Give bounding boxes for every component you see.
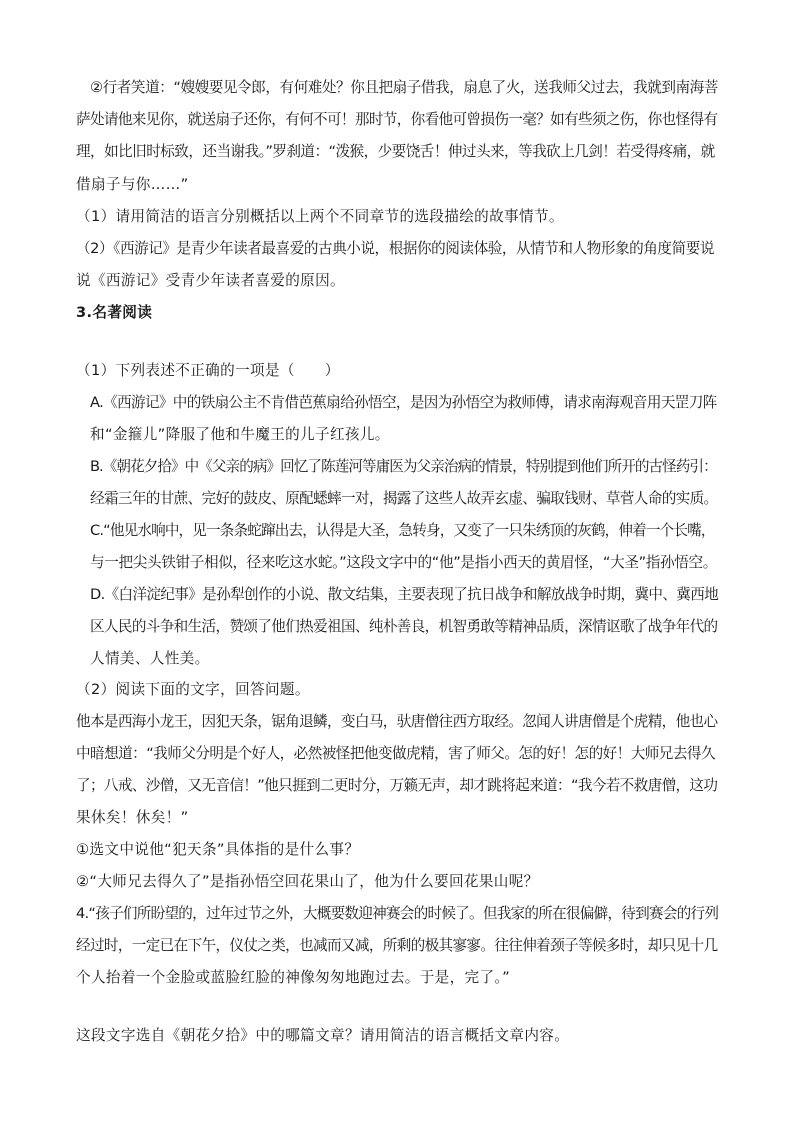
question-3-1: （1）下列表述不正确的一项是（ ） <box>76 362 340 379</box>
option-a-line-2: 和“金箍儿”降服了他和牛魔王的儿子红孩儿。 <box>90 426 390 443</box>
passage-2-line-4: 借扇子与你……” <box>76 176 189 193</box>
option-b-line-2: 经霜三年的甘蔗、完好的鼓皮、原配蟋蟀一对，揭露了这些人故弄玄虚、骗取钱财、草菅人命的实质。 <box>90 490 718 507</box>
option-d-line-2: 区人民的斗争和生活，赞颂了他们热爱祖国、纯朴善良，机智勇敢等精神品质，深情讴歌了战争年代的 <box>90 618 718 635</box>
question-2-2-line-2: 说《西游记》受青少年读者喜爱的原因。 <box>76 272 345 289</box>
passage-3-line-4: 果休矣！休矣！” <box>76 809 189 826</box>
question-4-prompt: 这段文字选自《朝花夕拾》中的哪篇文章？请用简洁的语言概括文章内容。 <box>76 1027 570 1044</box>
option-b-line-1: B.《朝花夕拾》中《父亲的病》回忆了陈莲河等庸医为父亲治病的情景，特别提到他们所开的古怪药引： <box>90 458 717 475</box>
question-2-1: （1）请用简洁的语言分别概括以上两个不同章节的选段描绘的故事情节。 <box>76 208 564 225</box>
option-a-line-1: A.《西游记》中的铁扇公主不肯借芭蕉扇给孙悟空，是因为孙悟空为救师傅，请求南海观音用天罡刀阵 <box>90 394 717 411</box>
question-2-2-line-1: （2）《西游记》是青少年读者最喜爱的古典小说，根据你的阅读体验，从情节和人物形象的角度简要说 <box>76 240 715 257</box>
passage-2-line-2: 萨处请他来见你，就送扇子还你，有何不可！那时节，你看他可曾损伤一毫？如有些须之伤，你也怪得有 <box>76 111 718 128</box>
section-3-title: 3.名著阅读 <box>76 304 153 321</box>
question-4-line-3: 个人抬着一个金脸或蓝脸红脸的神像匆匆地跑过去。于是，完了。” <box>76 969 510 986</box>
question-3-2-sub-2: ②“大师兄去得久了”是指孙悟空回花果山了，他为什么要回花果山呢？ <box>76 873 539 890</box>
passage-3-line-3: 了；八戒、沙僧，又无音信！”他只捱到二更时分，万籁无声，却才跳将起来道：“我今若不救唐僧，这功 <box>76 777 718 794</box>
passage-2-line-3: 理，如比旧时标致，还当谢我。”罗刹道：“泼猴，少要饶舌！伸过头来，等我砍上几剑！若受得疼痛，就 <box>76 143 715 160</box>
passage-3-line-2: 中暗想道：“我师父分明是个好人，必然被怪把他变做虎精，害了师父。怎的好！怎的好！大师兄去得久 <box>76 745 715 762</box>
option-d-line-3: 人情美、人性美。 <box>90 650 210 667</box>
question-3-2-sub-1: ①选文中说他“犯天条”具体指的是什么事？ <box>76 841 360 858</box>
question-4-line-2: 经过时，一定已在下午，仪仗之类，也减而又减，所剩的极其寥寥。往往伸着颈子等候多时，却只见十几 <box>76 937 718 954</box>
passage-2-line-1: ②行者笑道：“嫂嫂要见令郎，有何难处？你且把扇子借我，扇息了火，送我师父过去，我就到南海菩 <box>90 79 718 96</box>
passage-3-line-1: 他本是西海小龙王，因犯天条，锯角退鳞，变白马，驮唐僧往西方取经。忽闻人讲唐僧是个虎精，他也心 <box>76 713 718 730</box>
option-d-line-1: D.《白洋淀纪事》是孙犁创作的小说、散文结集，主要表现了抗日战争和解放战争时期，冀中、冀西地 <box>90 586 719 603</box>
question-4-line-1: 4.“孩子们所盼望的，过年过节之外，大概要数迎神赛会的时候了。但我家的所在很偏僻，待到赛会的行列 <box>76 905 719 922</box>
question-3-2: （2）阅读下面的文字，回答问题。 <box>76 681 310 698</box>
option-c-line-1: C.“他见水响中，见一条条蛇蹿出去，认得是大圣，急转身，又变了一只朱绣顶的灰鹤，伸着一个长嘴， <box>90 522 715 539</box>
option-c-line-2: 与一把尖头铁钳子相似，径来吃这水蛇。”这段文字中的“他”是指小西天的黄眉怪，“大圣”指孙悟空。 <box>90 554 717 571</box>
